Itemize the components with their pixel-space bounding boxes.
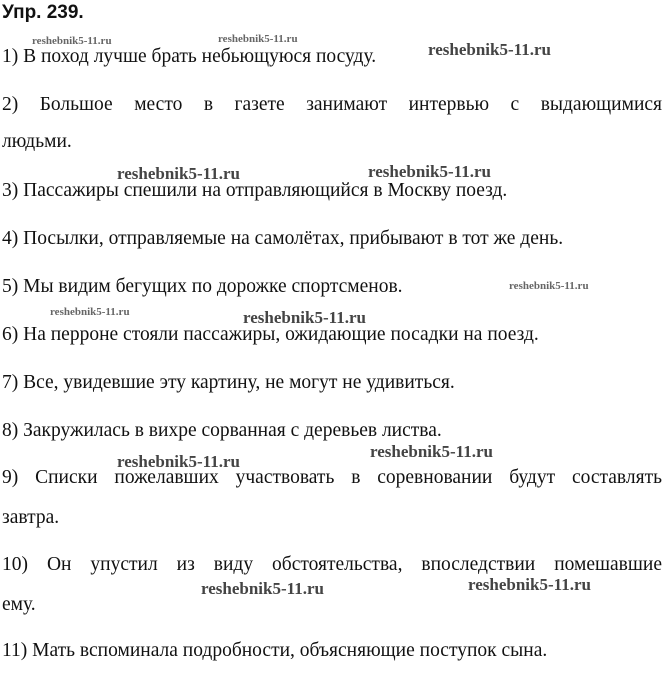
exercise-title: Упр. 239.: [2, 2, 84, 23]
sentence-2-line-1: 2) Большое место в газете занимают интервью с выдающимися: [2, 94, 662, 115]
sentence-6: 6) На перроне стояли пассажиры, ожидающие посадки на поезд.: [2, 324, 539, 345]
watermark: reshebnik5-11.ru: [428, 40, 551, 59]
sentence-3: 3) Пассажиры спешили на отправляющийся в Москву поезд.: [2, 180, 508, 201]
sentence-9-line-2: завтра.: [2, 507, 60, 528]
sentence-9-line-1: 9) Списки пожелавших участвовать в соревновании будут составлять: [2, 467, 662, 488]
sentence-10-line-2: ему.: [2, 594, 36, 615]
sentence-4: 4) Посылки, отправляемые на самолётах, прибывают в тот же день.: [2, 228, 564, 249]
sentence-7: 7) Все, увидевшие эту картину, не могут не удивиться.: [2, 372, 455, 393]
watermark: reshebnik5-11.ru: [201, 579, 324, 598]
watermark: reshebnik5-11.ru: [218, 33, 298, 45]
sentence-5: 5) Мы видим бегущих по дорожке спортсменов.: [2, 276, 403, 297]
sentence-2-line-2: людьми.: [2, 131, 72, 152]
watermark: reshebnik5-11.ru: [368, 162, 491, 181]
watermark: reshebnik5-11.ru: [509, 280, 589, 292]
sentence-8: 8) Закружилась в вихре сорванная с деревьев листва.: [2, 420, 442, 441]
sentence-1: 1) В поход лучше брать небьющуюся посуду.: [2, 46, 377, 67]
watermark: reshebnik5-11.ru: [243, 308, 366, 327]
sentence-10-line-1: 10) Он упустил из виду обстоятельства, впоследствии помешавшие: [2, 554, 662, 575]
watermark: reshebnik5-11.ru: [32, 35, 112, 47]
watermark: reshebnik5-11.ru: [468, 575, 591, 594]
watermark: reshebnik5-11.ru: [117, 452, 240, 471]
watermark: reshebnik5-11.ru: [370, 442, 493, 461]
watermark: reshebnik5-11.ru: [50, 306, 130, 318]
watermark: reshebnik5-11.ru: [117, 164, 240, 183]
sentence-11: 11) Мать вспоминала подробности, объясняющие поступок сына.: [2, 640, 548, 661]
